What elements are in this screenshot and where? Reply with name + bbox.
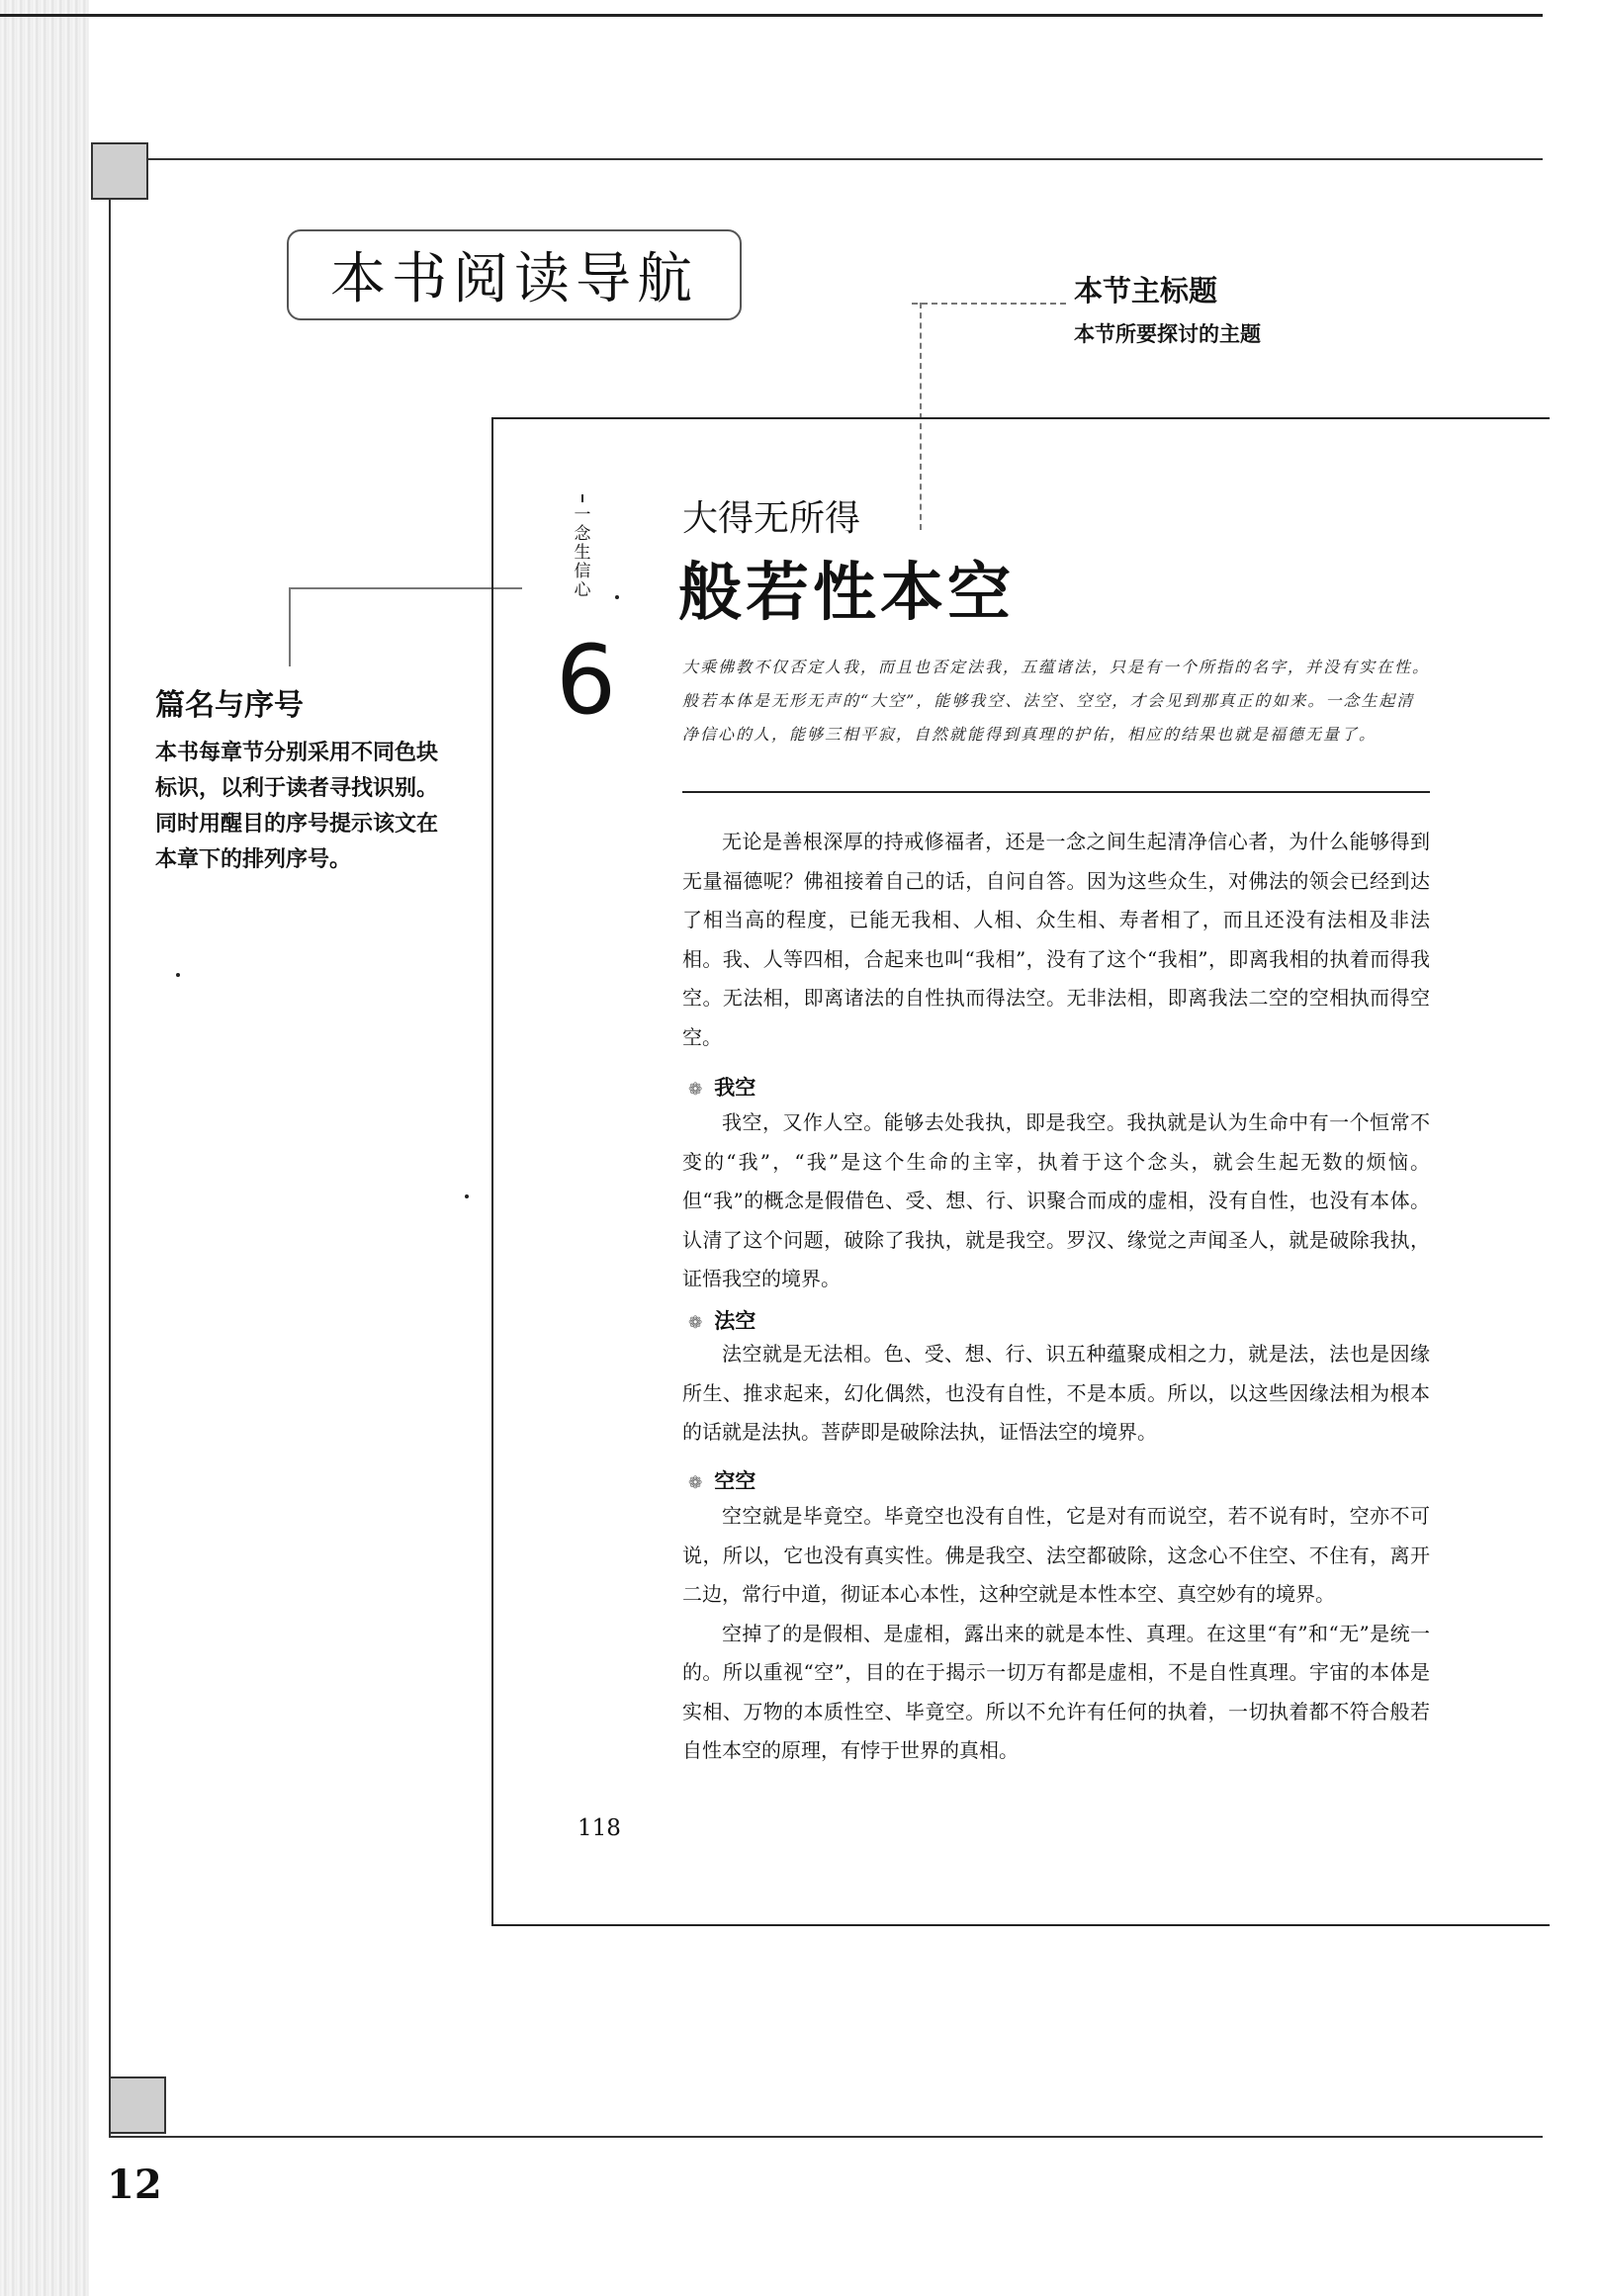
body-paragraph: 法空就是无法相。色、受、想、行、识五种蕴聚成相之力，就是法，法也是因缘所生、推求起来，幻化偶然，也没有自性，不是本质。所以，以这些因缘法相为根本的话就是法执。菩萨即是破除法执，证悟法空的境界。 <box>682 1342 1430 1444</box>
corner-block-top <box>91 142 148 200</box>
stray-dot <box>465 1194 469 1198</box>
section-fakong-body <box>682 1335 1430 1453</box>
reading-guide-title: 本书阅读导航 <box>287 229 742 320</box>
sample-page-number: 118 <box>578 1815 621 1841</box>
subheading-kongkong <box>688 1465 756 1495</box>
callout-leader-main-title <box>912 303 1066 305</box>
article-number: 6 <box>556 625 617 736</box>
subheading-fakong <box>688 1305 756 1335</box>
frame-bottom-line <box>109 2136 1543 2138</box>
subheading-wokong <box>688 1072 756 1102</box>
callout-leader-section-vertical <box>289 587 291 666</box>
stray-dot <box>176 973 180 977</box>
body-paragraph: 空空就是毕竟空。毕竟空也没有自性，它是对有而说空，若不说有时，空亦不可说，所以，它也没有真实性。佛是我空、法空都破除，这念心不住空、不住有，离开二边，常行中道，彻证本心本性，这种空就是本性本空、真空妙有的境界。 <box>682 1504 1430 1606</box>
body-paragraph-1-block <box>682 823 1430 1057</box>
page-number: 12 <box>107 2162 162 2208</box>
frame-top-line <box>109 158 1543 160</box>
article-intro: 大乘佛教不仅否定人我，而且也否定法我，五蕴诸法，只是有一个所指的名字，并没有实在性。般若本体是无形无声的“大空”，能够我空、法空、空空，才会见到那真正的如来。一念生起清净信心的人，能够三相平寂，自然就能得到真理的护佑，相应的结果也就是福德无量了。 <box>682 658 1431 744</box>
section-kongkong-body <box>682 1497 1430 1771</box>
intro-divider <box>682 791 1430 793</box>
section-wokong-body <box>682 1104 1430 1299</box>
callout-section-label: 篇名与序号 <box>155 688 304 723</box>
scan-edge-shading <box>0 0 89 2296</box>
callout-leader-section <box>289 587 522 589</box>
bullet-icon: ❁ <box>688 1473 703 1493</box>
article-title: 般若性本空 <box>678 557 1015 630</box>
subheading-text: 我空 <box>714 1076 756 1100</box>
callout-section-desc: 本书每章节分别采用不同色块标识，以利于读者寻找识别。同时用醒目的序号提示该文在本章下的排列序号。 <box>155 741 439 872</box>
chapter-marker-rule <box>581 494 583 502</box>
bullet-icon: ❁ <box>688 1313 703 1333</box>
subheading-text: 法空 <box>714 1309 756 1333</box>
corner-block-bottom <box>109 2076 166 2134</box>
top-rule <box>0 14 1543 17</box>
subheading-text: 空空 <box>714 1469 756 1493</box>
article-subtitle: 大得无所得 <box>682 498 861 539</box>
body-paragraph: 空掉了的是假相、是虚相，露出来的就是本性、真理。在这里“有”和“无”是统一的。所以重视“空”，目的在于揭示一切万有都是虚相，不是自性真理。宇宙的本体是实相、万物的本质性空、毕竟空。所以不允许有任何的执着，一切执着都不符合般若自性本空的原理，有悖于世界的真相。 <box>682 1621 1430 1762</box>
frame-left-line <box>109 158 111 2136</box>
chapter-dot <box>615 595 619 599</box>
callout-main-title-desc: 本节所要探讨的主题 <box>1074 322 1261 346</box>
bullet-icon: ❁ <box>688 1080 703 1100</box>
body-paragraph: 我空，又作人空。能够去处我执，即是我空。我执就是认为生命中有一个恒常不变的“我”，“我”是这个生命的主宰，执着于这个念头，就会生起无数的烦恼。但“我”的概念是假借色、受、想、行、识聚合而成的虚相，没有自性，也没有本体。认清了这个问题，破除了我执，就是我空。罗汉、缘觉之声闻圣人，就是破除我执，证悟我空的境界。 <box>682 1110 1430 1290</box>
callout-main-title-label: 本节主标题 <box>1074 274 1218 308</box>
chapter-vertical-label: 一念生信心 <box>574 505 591 600</box>
body-paragraph: 无论是善根深厚的持戒修福者，还是一念之间生起清净信心者，为什么能够得到无量福德呢？佛祖接着自己的话，自问自答。因为这些众生，对佛法的领会已经到达了相当高的程度，已能无我相、人相、众生相、寿者相了，而且还没有法相及非法相。我、人等四相，合起来也叫“我相”，没有了这个“我相”，即离我相的执着而得我空。无法相，即离诸法的自性执而得法空。无非法相，即离我法二空的空相执而得空空。 <box>682 830 1430 1049</box>
